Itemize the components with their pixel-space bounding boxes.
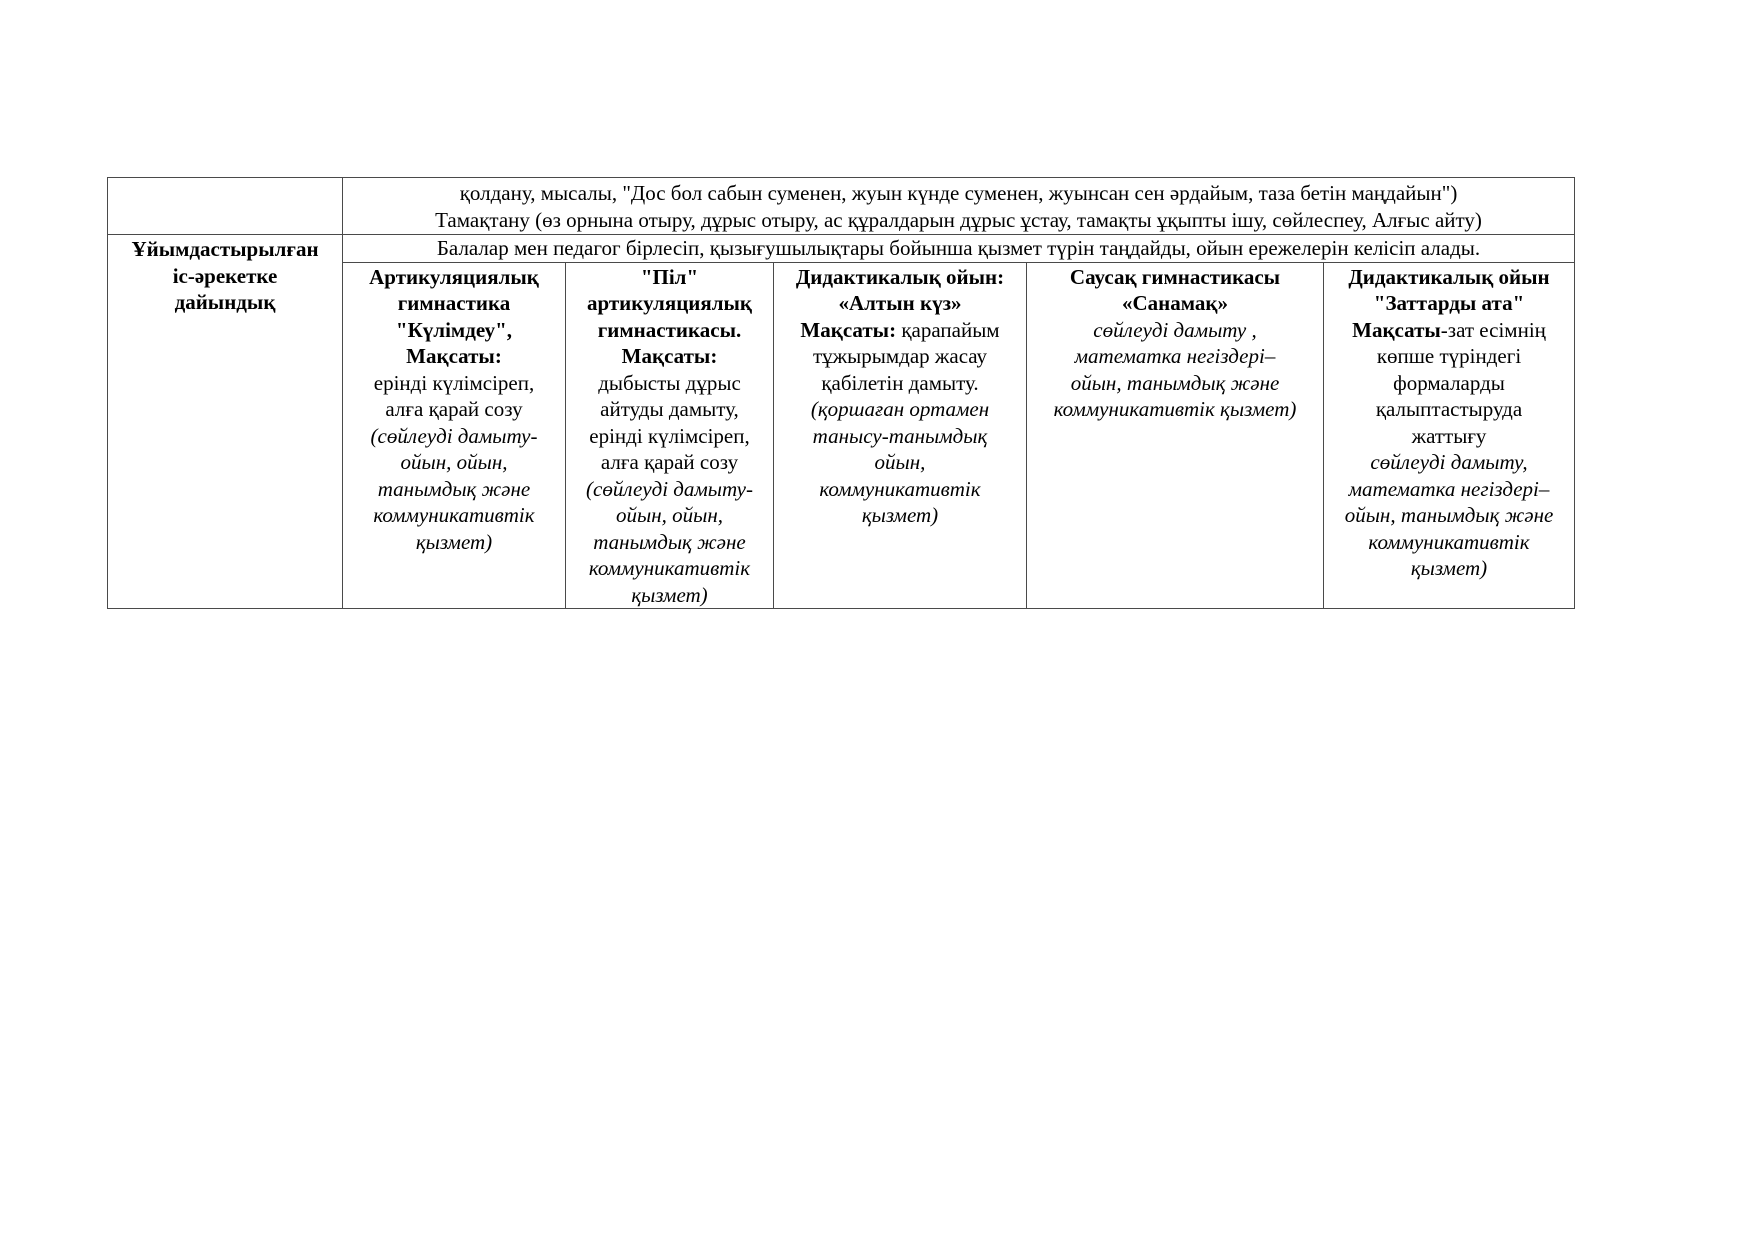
activity-area-line: қызмет) <box>631 582 708 607</box>
activity-cell <box>1027 262 1324 609</box>
activity-area-line: коммуникативтік <box>1368 529 1530 554</box>
activity-area-line: танысу-танымдық <box>812 423 988 448</box>
activity-goal-label: Мақсаты <box>1352 317 1441 342</box>
activity-goal-line: ерінді күлімсіреп, <box>589 423 750 448</box>
activity-title-line: гимнастикасы. <box>597 317 742 342</box>
activity-area-line: коммуникативтік <box>819 476 981 501</box>
activity-goal-first-line <box>778 317 1022 344</box>
activity-title-line: гимнастика <box>397 291 511 315</box>
hygiene-line-1: қолдану, мысалы, "Дос бол сабын суменен, жуын күнде суменен, жуынсан сен әрдайым, таза бетін маңдайын") <box>459 181 1458 205</box>
activity-goal-inline: -зат есімнің <box>1440 317 1546 342</box>
activity-area-line: танымдық және <box>593 529 746 554</box>
activity-area-line: коммуникативтік қызмет) <box>1053 397 1297 421</box>
activity-area-line: қызмет) <box>415 529 493 554</box>
activity-title-line: Дидактикалық ойын: <box>795 264 1005 289</box>
activity-goal-line: ерінді күлімсіреп, <box>373 370 535 395</box>
activity-title-line: Артикуляциялық <box>369 264 539 289</box>
hygiene-cell <box>343 178 1575 235</box>
section-label-cell <box>108 235 343 609</box>
activity-goal-line: қабілетін дамыту. <box>821 370 979 395</box>
activity-title-line: "Заттарды ата" <box>1373 291 1525 315</box>
activity-area-line: қызмет) <box>861 503 939 527</box>
activity-title-line: Дидактикалық ойын <box>1348 264 1550 289</box>
activity-area-line: сөйлеуді дамыту, <box>1370 450 1528 474</box>
activity-area-line: ойын, ойын, <box>400 450 508 474</box>
activity-title-line: "Піл" <box>640 264 699 289</box>
activity-goal-line: қалыптастыруда <box>1375 397 1523 421</box>
activity-title-line: «Алтын күз» <box>838 291 962 315</box>
label-cell-empty <box>108 178 343 235</box>
activity-area-line: ойын, ойын, <box>615 503 724 527</box>
activity-area-line: (сөйлеуді дамыту- <box>370 423 538 448</box>
section-label-line: Ұйымдастырылған <box>131 237 319 261</box>
activity-cell <box>343 262 566 609</box>
activity-title-line: "Күлімдеу", <box>395 317 513 342</box>
activity-goal-label: Мақсаты: <box>800 317 897 342</box>
section-summary-cell <box>343 235 1575 263</box>
activity-title-line: Саусақ гимнастикасы <box>1069 264 1281 289</box>
activity-area-line: математка негіздері– <box>1074 344 1276 368</box>
activity-area-line: коммуникативтік <box>588 556 751 580</box>
table-row <box>108 235 1575 263</box>
section-summary: Балалар мен педагог бірлесіп, қызығушылықтары бойынша қызмет түрін таңдайды, ойын ережелерін келісіп алады. <box>436 236 1481 260</box>
activity-goal-label: Мақсаты: <box>406 344 502 368</box>
activity-area-line: қызмет) <box>1410 556 1488 580</box>
activity-goal-line: алға қарай созу <box>385 397 523 421</box>
activity-goal-inline: қарапайым <box>896 317 1000 342</box>
activity-cell <box>774 262 1027 609</box>
hygiene-line-2: Тамақтану (өз орнына отыру, дұрыс отыру, ас құралдарын дұрыс ұстау, тамақты ұқыпты ішу, сөйлеспеу, Алғыс айту) <box>435 207 1482 232</box>
activity-area-line: сөйлеуді дамыту , <box>1093 317 1257 342</box>
activity-goal-line: жаттығу <box>1411 423 1487 448</box>
activity-area-line: математка негіздері– <box>1348 476 1550 501</box>
activity-goal-line: дыбысты дұрыс <box>598 370 741 395</box>
activity-cell <box>1324 262 1575 609</box>
activity-area-line: ойын, танымдық және <box>1070 370 1280 395</box>
activity-area-line: (қоршаған ортамен <box>810 397 990 421</box>
activity-goal-line: тұжырымдар жасау <box>812 344 988 368</box>
daily-plan-table <box>107 177 1575 609</box>
activity-title-line: «Санамақ» <box>1121 291 1229 315</box>
activity-area-line: ойын, танымдық және <box>1344 503 1554 527</box>
activity-title-line: артикуляциялық <box>586 291 753 315</box>
activity-area-line: танымдық және <box>377 476 531 501</box>
activity-goal-line: формаларды <box>1393 370 1505 395</box>
table-row <box>108 178 1575 235</box>
activity-area-line: коммуникативтік <box>373 503 535 527</box>
section-label-line: іс-әрекетке <box>172 263 278 288</box>
activity-area-line: (сөйлеуді дамыту- <box>586 476 753 501</box>
activity-goal-line: көпше түріндегі <box>1376 344 1522 368</box>
activity-goal-line: айтуды дамыту, <box>600 397 739 421</box>
section-label-line: дайындық <box>174 290 276 314</box>
activity-goal-label: Мақсаты: <box>621 344 718 368</box>
activity-goal-line: алға қарай созу <box>600 450 739 474</box>
activity-area-line: ойын, <box>874 450 926 474</box>
activity-cell <box>566 262 774 609</box>
activity-goal-first-line <box>1328 317 1570 344</box>
